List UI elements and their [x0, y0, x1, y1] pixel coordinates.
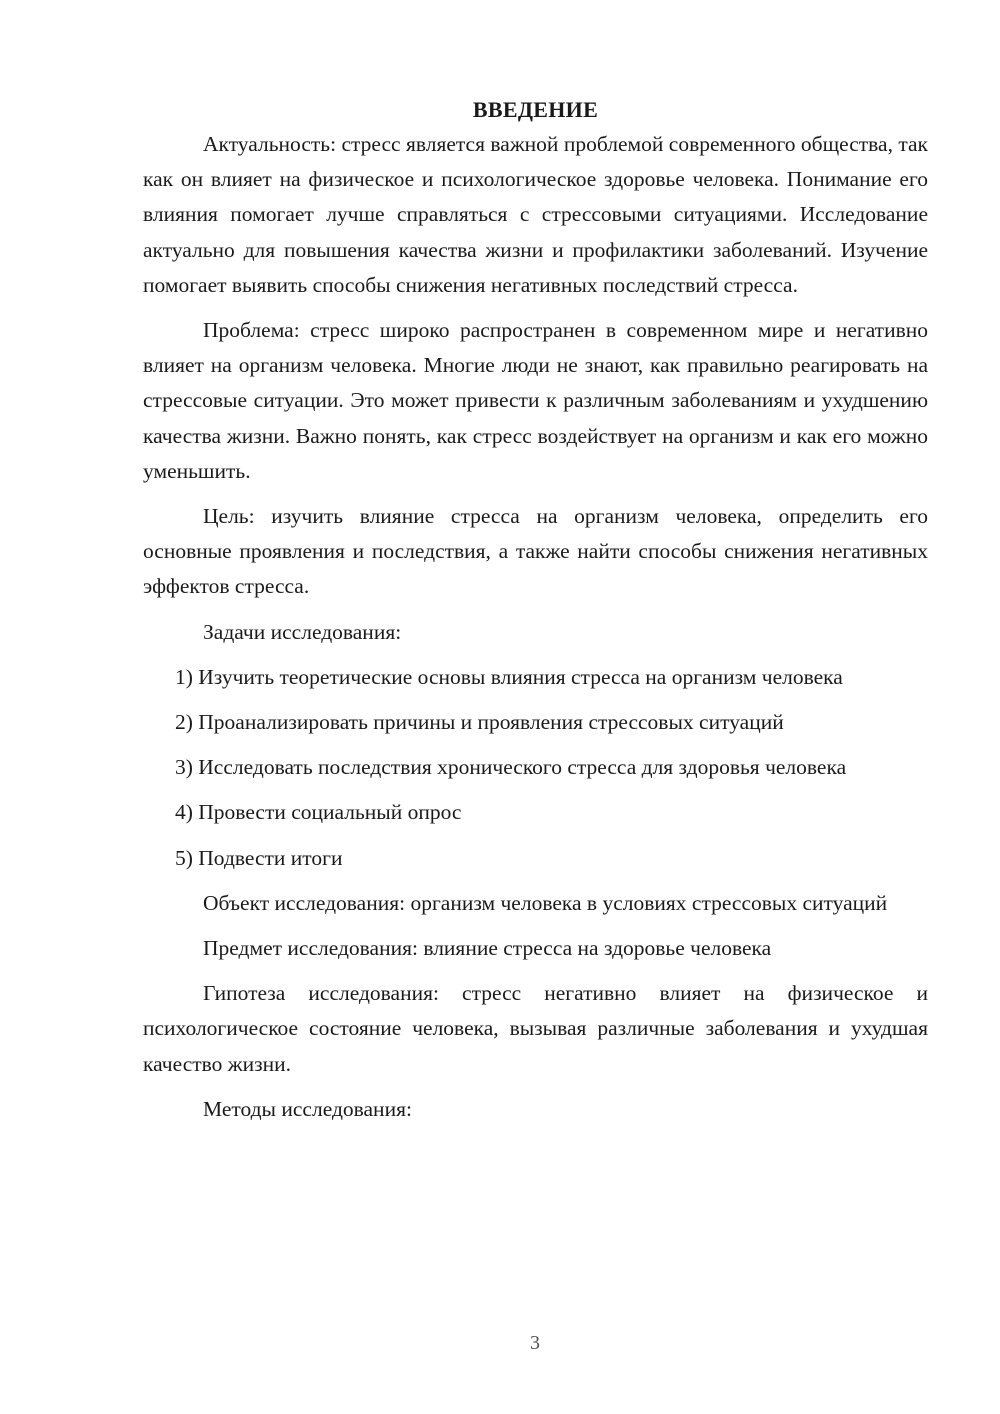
task-item-5: 5) Подвести итоги	[175, 845, 343, 870]
paragraph-hypothesis: Гипотеза исследования: стресс негативно влияет на физическое и психологическое состояние человека, вызывая различные заболевания и ухудшая качество жизни.	[143, 981, 928, 1076]
paragraph-relevance: Актуальность: стресс является важной проблемой современного общества, так как он влияет на физическое и психологическое здоровье человека. Понимание его влияния помогает лучше справляться с стрессовыми ситуациями. Исследование актуально для повышения качества жизни и профилактики заболеваний. Изучение помогает выявить способы снижения негативных последствий стресса.	[143, 132, 928, 297]
task-item-3: 3) Исследовать последствия хронического стресса для здоровья человека	[175, 755, 847, 780]
paragraph-problem: Проблема: стресс широко распространен в современном мире и негативно влияет на организм человека. Многие люди не знают, как правильно реагировать на стрессовые ситуации. Это может привести к различным заболеваниям и ухудшению качества жизни. Важно понять, как стресс воздействует на организм и как его можно уменьшить.	[143, 318, 928, 483]
task-item-2: 2) Проанализировать причины и проявления стрессовых ситуаций	[175, 710, 784, 735]
paragraph-subject: Предмет исследования: влияние стресса на здоровье человека	[203, 936, 772, 961]
paragraph-methods: Методы исследования:	[203, 1096, 412, 1121]
paragraph-goal: Цель: изучить влияние стресса на организм человека, определить его основные проявления и последствия, а также найти способы снижения негативных эффектов стресса.	[143, 504, 928, 599]
paragraph-tasks-heading: Задачи исследования:	[203, 619, 402, 644]
task-item-4: 4) Провести социальный опрос	[175, 800, 462, 825]
paragraph-object: Объект исследования: организм человека в условиях стрессовых ситуаций	[203, 890, 888, 915]
document-page	[143, 92, 928, 1137]
page-number: 3	[530, 1332, 540, 1354]
page-title: ВВЕДЕНИЕ	[472, 97, 599, 122]
task-item-1: 1) Изучить теоретические основы влияния стресса на организм человека	[175, 664, 843, 689]
